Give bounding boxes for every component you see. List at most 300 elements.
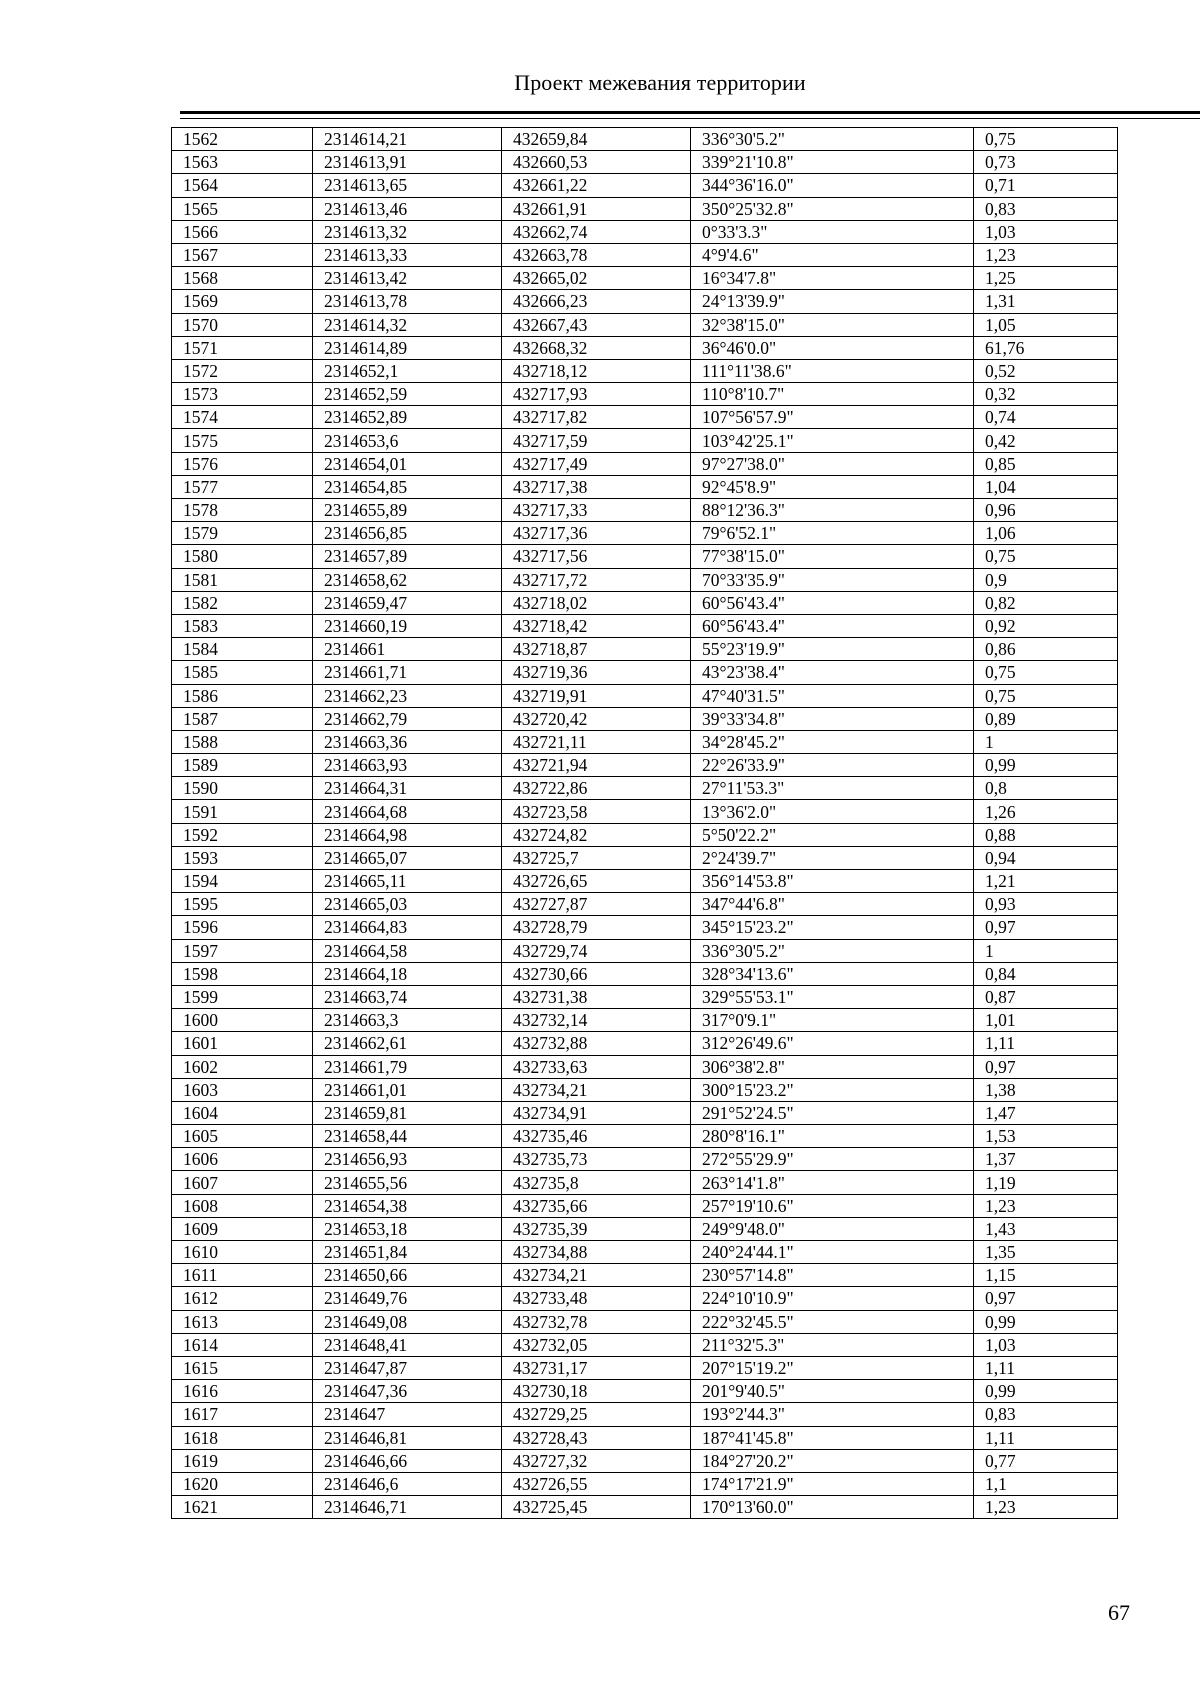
x-coordinate-cell: 2314650,66: [313, 1264, 502, 1287]
point-number-cell: 1569: [172, 290, 313, 313]
distance-cell: 1,23: [974, 1496, 1118, 1519]
distance-cell: 0,77: [974, 1449, 1118, 1472]
y-coordinate-cell: 432735,66: [502, 1194, 691, 1217]
bearing-angle-cell: 5°50'22.2": [691, 823, 974, 846]
table-row: [172, 777, 1118, 800]
point-number-cell: 1583: [172, 614, 313, 637]
bearing-angle-cell: 39°33'34.8": [691, 707, 974, 730]
x-coordinate-cell: 2314663,93: [313, 754, 502, 777]
distance-cell: 1,21: [974, 870, 1118, 893]
table-row: [172, 707, 1118, 730]
distance-cell: 0,97: [974, 916, 1118, 939]
table-row: [172, 1055, 1118, 1078]
bearing-angle-cell: 350°25'32.8": [691, 197, 974, 220]
table-row: [172, 359, 1118, 382]
table-row: [172, 754, 1118, 777]
y-coordinate-cell: 432735,73: [502, 1148, 691, 1171]
distance-cell: 61,76: [974, 336, 1118, 359]
distance-cell: 1,35: [974, 1241, 1118, 1264]
x-coordinate-cell: 2314652,1: [313, 359, 502, 382]
x-coordinate-cell: 2314613,32: [313, 220, 502, 243]
y-coordinate-cell: 432734,88: [502, 1241, 691, 1264]
distance-cell: 1,25: [974, 267, 1118, 290]
bearing-angle-cell: 230°57'14.8": [691, 1264, 974, 1287]
x-coordinate-cell: 2314665,03: [313, 893, 502, 916]
distance-cell: 1,38: [974, 1078, 1118, 1101]
y-coordinate-cell: 432735,8: [502, 1171, 691, 1194]
distance-cell: 1: [974, 730, 1118, 753]
table-row: [172, 962, 1118, 985]
distance-cell: 1,47: [974, 1101, 1118, 1124]
x-coordinate-cell: 2314613,46: [313, 197, 502, 220]
coordinates-table-body: [172, 128, 1118, 1519]
y-coordinate-cell: 432717,82: [502, 406, 691, 429]
point-number-cell: 1590: [172, 777, 313, 800]
bearing-angle-cell: 336°30'5.2": [691, 939, 974, 962]
distance-cell: 0,93: [974, 893, 1118, 916]
distance-cell: 1,06: [974, 522, 1118, 545]
bearing-angle-cell: 36°46'0.0": [691, 336, 974, 359]
x-coordinate-cell: 2314649,08: [313, 1310, 502, 1333]
point-number-cell: 1618: [172, 1426, 313, 1449]
y-coordinate-cell: 432725,45: [502, 1496, 691, 1519]
point-number-cell: 1608: [172, 1194, 313, 1217]
x-coordinate-cell: 2314659,47: [313, 591, 502, 614]
x-coordinate-cell: 2314657,89: [313, 545, 502, 568]
distance-cell: 0,96: [974, 499, 1118, 522]
table-row: [172, 1333, 1118, 1356]
bearing-angle-cell: 312°26'49.6": [691, 1032, 974, 1055]
bearing-angle-cell: 0°33'3.3": [691, 220, 974, 243]
point-number-cell: 1596: [172, 916, 313, 939]
distance-cell: 0,84: [974, 962, 1118, 985]
table-row: [172, 730, 1118, 753]
table-row: [172, 1148, 1118, 1171]
table-row: [172, 151, 1118, 174]
point-number-cell: 1602: [172, 1055, 313, 1078]
bearing-angle-cell: 300°15'23.2": [691, 1078, 974, 1101]
distance-cell: 0,42: [974, 429, 1118, 452]
bearing-angle-cell: 77°38'15.0": [691, 545, 974, 568]
distance-cell: 0,97: [974, 1287, 1118, 1310]
y-coordinate-cell: 432661,91: [502, 197, 691, 220]
y-coordinate-cell: 432660,53: [502, 151, 691, 174]
point-number-cell: 1614: [172, 1333, 313, 1356]
table-row: [172, 1171, 1118, 1194]
x-coordinate-cell: 2314664,18: [313, 962, 502, 985]
bearing-angle-cell: 306°38'2.8": [691, 1055, 974, 1078]
distance-cell: 1,01: [974, 1009, 1118, 1032]
x-coordinate-cell: 2314649,76: [313, 1287, 502, 1310]
x-coordinate-cell: 2314654,85: [313, 475, 502, 498]
distance-cell: 1,03: [974, 1333, 1118, 1356]
bearing-angle-cell: 240°24'44.1": [691, 1241, 974, 1264]
point-number-cell: 1582: [172, 591, 313, 614]
bearing-angle-cell: 249°9'48.0": [691, 1217, 974, 1240]
bearing-angle-cell: 336°30'5.2": [691, 128, 974, 151]
point-number-cell: 1598: [172, 962, 313, 985]
bearing-angle-cell: 291°52'24.5": [691, 1101, 974, 1124]
table-row: [172, 499, 1118, 522]
bearing-angle-cell: 356°14'53.8": [691, 870, 974, 893]
y-coordinate-cell: 432666,23: [502, 290, 691, 313]
x-coordinate-cell: 2314661,01: [313, 1078, 502, 1101]
point-number-cell: 1613: [172, 1310, 313, 1333]
y-coordinate-cell: 432722,86: [502, 777, 691, 800]
y-coordinate-cell: 432667,43: [502, 313, 691, 336]
bearing-angle-cell: 103°42'25.1": [691, 429, 974, 452]
point-number-cell: 1578: [172, 499, 313, 522]
bearing-angle-cell: 92°45'8.9": [691, 475, 974, 498]
distance-cell: 1,23: [974, 243, 1118, 266]
x-coordinate-cell: 2314664,83: [313, 916, 502, 939]
table-row: [172, 893, 1118, 916]
table-row: [172, 220, 1118, 243]
point-number-cell: 1587: [172, 707, 313, 730]
y-coordinate-cell: 432726,65: [502, 870, 691, 893]
y-coordinate-cell: 432728,43: [502, 1426, 691, 1449]
table-row: [172, 383, 1118, 406]
y-coordinate-cell: 432717,49: [502, 452, 691, 475]
y-coordinate-cell: 432730,66: [502, 962, 691, 985]
point-number-cell: 1574: [172, 406, 313, 429]
table-row: [172, 1356, 1118, 1379]
bearing-angle-cell: 27°11'53.3": [691, 777, 974, 800]
y-coordinate-cell: 432663,78: [502, 243, 691, 266]
table-row: [172, 1032, 1118, 1055]
bearing-angle-cell: 222°32'45.5": [691, 1310, 974, 1333]
table-row: [172, 568, 1118, 591]
x-coordinate-cell: 2314613,65: [313, 174, 502, 197]
bearing-angle-cell: 201°9'40.5": [691, 1380, 974, 1403]
bearing-angle-cell: 174°17'21.9": [691, 1472, 974, 1495]
bearing-angle-cell: 317°0'9.1": [691, 1009, 974, 1032]
bearing-angle-cell: 111°11'38.6": [691, 359, 974, 382]
point-number-cell: 1620: [172, 1472, 313, 1495]
x-coordinate-cell: 2314664,98: [313, 823, 502, 846]
point-number-cell: 1606: [172, 1148, 313, 1171]
table-row: [172, 800, 1118, 823]
y-coordinate-cell: 432717,33: [502, 499, 691, 522]
x-coordinate-cell: 2314661,79: [313, 1055, 502, 1078]
distance-cell: 0,71: [974, 174, 1118, 197]
y-coordinate-cell: 432725,7: [502, 846, 691, 869]
y-coordinate-cell: 432717,38: [502, 475, 691, 498]
x-coordinate-cell: 2314613,33: [313, 243, 502, 266]
table-row: [172, 452, 1118, 475]
y-coordinate-cell: 432732,78: [502, 1310, 691, 1333]
y-coordinate-cell: 432717,72: [502, 568, 691, 591]
distance-cell: 1,15: [974, 1264, 1118, 1287]
x-coordinate-cell: 2314653,6: [313, 429, 502, 452]
bearing-angle-cell: 329°55'53.1": [691, 985, 974, 1008]
header-rule-thick: [180, 111, 1200, 114]
x-coordinate-cell: 2314656,93: [313, 1148, 502, 1171]
x-coordinate-cell: 2314647,87: [313, 1356, 502, 1379]
point-number-cell: 1563: [172, 151, 313, 174]
y-coordinate-cell: 432734,91: [502, 1101, 691, 1124]
bearing-angle-cell: 2°24'39.7": [691, 846, 974, 869]
point-number-cell: 1601: [172, 1032, 313, 1055]
y-coordinate-cell: 432717,36: [502, 522, 691, 545]
x-coordinate-cell: 2314648,41: [313, 1333, 502, 1356]
bearing-angle-cell: 347°44'6.8": [691, 893, 974, 916]
x-coordinate-cell: 2314613,78: [313, 290, 502, 313]
point-number-cell: 1568: [172, 267, 313, 290]
point-number-cell: 1581: [172, 568, 313, 591]
distance-cell: 0,87: [974, 985, 1118, 1008]
y-coordinate-cell: 432732,14: [502, 1009, 691, 1032]
distance-cell: 1,19: [974, 1171, 1118, 1194]
bearing-angle-cell: 345°15'23.2": [691, 916, 974, 939]
distance-cell: 0,75: [974, 684, 1118, 707]
coordinates-table: [171, 127, 1118, 1519]
bearing-angle-cell: 32°38'15.0": [691, 313, 974, 336]
point-number-cell: 1605: [172, 1125, 313, 1148]
distance-cell: 0,8: [974, 777, 1118, 800]
y-coordinate-cell: 432665,02: [502, 267, 691, 290]
distance-cell: 0,52: [974, 359, 1118, 382]
x-coordinate-cell: 2314661: [313, 638, 502, 661]
distance-cell: 1,11: [974, 1032, 1118, 1055]
y-coordinate-cell: 432668,32: [502, 336, 691, 359]
y-coordinate-cell: 432734,21: [502, 1264, 691, 1287]
y-coordinate-cell: 432729,25: [502, 1403, 691, 1426]
y-coordinate-cell: 432661,22: [502, 174, 691, 197]
table-row: [172, 1241, 1118, 1264]
bearing-angle-cell: 328°34'13.6": [691, 962, 974, 985]
table-row: [172, 1287, 1118, 1310]
bearing-angle-cell: 224°10'10.9": [691, 1287, 974, 1310]
table-row: [172, 1380, 1118, 1403]
distance-cell: 0,85: [974, 452, 1118, 475]
y-coordinate-cell: 432727,32: [502, 1449, 691, 1472]
point-number-cell: 1575: [172, 429, 313, 452]
distance-cell: 0,94: [974, 846, 1118, 869]
distance-cell: 0,92: [974, 614, 1118, 637]
x-coordinate-cell: 2314662,61: [313, 1032, 502, 1055]
y-coordinate-cell: 432717,56: [502, 545, 691, 568]
table-row: [172, 174, 1118, 197]
x-coordinate-cell: 2314655,56: [313, 1171, 502, 1194]
point-number-cell: 1597: [172, 939, 313, 962]
bearing-angle-cell: 4°9'4.6": [691, 243, 974, 266]
x-coordinate-cell: 2314659,81: [313, 1101, 502, 1124]
point-number-cell: 1592: [172, 823, 313, 846]
y-coordinate-cell: 432718,87: [502, 638, 691, 661]
table-row: [172, 313, 1118, 336]
bearing-angle-cell: 47°40'31.5": [691, 684, 974, 707]
point-number-cell: 1573: [172, 383, 313, 406]
table-row: [172, 939, 1118, 962]
table-row: [172, 336, 1118, 359]
point-number-cell: 1607: [172, 1171, 313, 1194]
x-coordinate-cell: 2314660,19: [313, 614, 502, 637]
bearing-angle-cell: 193°2'44.3": [691, 1403, 974, 1426]
point-number-cell: 1564: [172, 174, 313, 197]
bearing-angle-cell: 187°41'45.8": [691, 1426, 974, 1449]
table-row: [172, 429, 1118, 452]
point-number-cell: 1594: [172, 870, 313, 893]
point-number-cell: 1576: [172, 452, 313, 475]
bearing-angle-cell: 339°21'10.8": [691, 151, 974, 174]
table-row: [172, 1310, 1118, 1333]
bearing-angle-cell: 60°56'43.4": [691, 591, 974, 614]
point-number-cell: 1571: [172, 336, 313, 359]
bearing-angle-cell: 16°34'7.8": [691, 267, 974, 290]
y-coordinate-cell: 432659,84: [502, 128, 691, 151]
distance-cell: 1,11: [974, 1356, 1118, 1379]
distance-cell: 1,37: [974, 1148, 1118, 1171]
point-number-cell: 1580: [172, 545, 313, 568]
bearing-angle-cell: 263°14'1.8": [691, 1171, 974, 1194]
page-header-title: Проект межевания территории: [514, 70, 806, 95]
table-row: [172, 128, 1118, 151]
bearing-angle-cell: 70°33'35.9": [691, 568, 974, 591]
table-row: [172, 661, 1118, 684]
point-number-cell: 1566: [172, 220, 313, 243]
y-coordinate-cell: 432717,59: [502, 429, 691, 452]
x-coordinate-cell: 2314647,36: [313, 1380, 502, 1403]
x-coordinate-cell: 2314663,36: [313, 730, 502, 753]
point-number-cell: 1619: [172, 1449, 313, 1472]
point-number-cell: 1604: [172, 1101, 313, 1124]
point-number-cell: 1610: [172, 1241, 313, 1264]
point-number-cell: 1586: [172, 684, 313, 707]
x-coordinate-cell: 2314647: [313, 1403, 502, 1426]
point-number-cell: 1616: [172, 1380, 313, 1403]
distance-cell: 1,05: [974, 313, 1118, 336]
point-number-cell: 1570: [172, 313, 313, 336]
y-coordinate-cell: 432718,12: [502, 359, 691, 382]
x-coordinate-cell: 2314654,01: [313, 452, 502, 475]
distance-cell: 1,03: [974, 220, 1118, 243]
header-rule-thin: [180, 118, 1200, 119]
bearing-angle-cell: 211°32'5.3": [691, 1333, 974, 1356]
x-coordinate-cell: 2314614,21: [313, 128, 502, 151]
y-coordinate-cell: 432734,21: [502, 1078, 691, 1101]
table-row: [172, 684, 1118, 707]
table-row: [172, 846, 1118, 869]
distance-cell: 1,04: [974, 475, 1118, 498]
y-coordinate-cell: 432728,79: [502, 916, 691, 939]
y-coordinate-cell: 432723,58: [502, 800, 691, 823]
x-coordinate-cell: 2314656,85: [313, 522, 502, 545]
distance-cell: 0,83: [974, 1403, 1118, 1426]
x-coordinate-cell: 2314664,58: [313, 939, 502, 962]
point-number-cell: 1591: [172, 800, 313, 823]
y-coordinate-cell: 432718,02: [502, 591, 691, 614]
bearing-angle-cell: 272°55'29.9": [691, 1148, 974, 1171]
bearing-angle-cell: 97°27'38.0": [691, 452, 974, 475]
x-coordinate-cell: 2314614,32: [313, 313, 502, 336]
distance-cell: 1,53: [974, 1125, 1118, 1148]
bearing-angle-cell: 43°23'38.4": [691, 661, 974, 684]
distance-cell: 0,75: [974, 545, 1118, 568]
table-row: [172, 916, 1118, 939]
bearing-angle-cell: 22°26'33.9": [691, 754, 974, 777]
point-number-cell: 1565: [172, 197, 313, 220]
x-coordinate-cell: 2314613,42: [313, 267, 502, 290]
bearing-angle-cell: 257°19'10.6": [691, 1194, 974, 1217]
table-row: [172, 522, 1118, 545]
table-row: [172, 1403, 1118, 1426]
y-coordinate-cell: 432731,17: [502, 1356, 691, 1379]
bearing-angle-cell: 110°8'10.7": [691, 383, 974, 406]
point-number-cell: 1579: [172, 522, 313, 545]
point-number-cell: 1615: [172, 1356, 313, 1379]
point-number-cell: 1612: [172, 1287, 313, 1310]
y-coordinate-cell: 432662,74: [502, 220, 691, 243]
distance-cell: 0,73: [974, 151, 1118, 174]
point-number-cell: 1611: [172, 1264, 313, 1287]
x-coordinate-cell: 2314663,3: [313, 1009, 502, 1032]
table-row: [172, 1426, 1118, 1449]
x-coordinate-cell: 2314661,71: [313, 661, 502, 684]
distance-cell: 0,88: [974, 823, 1118, 846]
point-number-cell: 1595: [172, 893, 313, 916]
x-coordinate-cell: 2314652,89: [313, 406, 502, 429]
x-coordinate-cell: 2314663,74: [313, 985, 502, 1008]
point-number-cell: 1593: [172, 846, 313, 869]
table-row: [172, 614, 1118, 637]
y-coordinate-cell: 432719,91: [502, 684, 691, 707]
y-coordinate-cell: 432720,42: [502, 707, 691, 730]
point-number-cell: 1599: [172, 985, 313, 1008]
point-number-cell: 1562: [172, 128, 313, 151]
table-row: [172, 1217, 1118, 1240]
distance-cell: 0,99: [974, 1310, 1118, 1333]
distance-cell: 1,31: [974, 290, 1118, 313]
table-row: [172, 1194, 1118, 1217]
x-coordinate-cell: 2314653,18: [313, 1217, 502, 1240]
x-coordinate-cell: 2314662,79: [313, 707, 502, 730]
distance-cell: 0,9: [974, 568, 1118, 591]
point-number-cell: 1584: [172, 638, 313, 661]
table-row: [172, 1496, 1118, 1519]
bearing-angle-cell: 13°36'2.0": [691, 800, 974, 823]
table-row: [172, 870, 1118, 893]
table-row: [172, 1125, 1118, 1148]
distance-cell: 0,89: [974, 707, 1118, 730]
x-coordinate-cell: 2314664,31: [313, 777, 502, 800]
y-coordinate-cell: 432733,48: [502, 1287, 691, 1310]
table-row: [172, 243, 1118, 266]
distance-cell: 0,75: [974, 661, 1118, 684]
bearing-angle-cell: 79°6'52.1": [691, 522, 974, 545]
x-coordinate-cell: 2314646,71: [313, 1496, 502, 1519]
y-coordinate-cell: 432730,18: [502, 1380, 691, 1403]
point-number-cell: 1621: [172, 1496, 313, 1519]
distance-cell: 1,26: [974, 800, 1118, 823]
distance-cell: 1,11: [974, 1426, 1118, 1449]
point-number-cell: 1589: [172, 754, 313, 777]
x-coordinate-cell: 2314651,84: [313, 1241, 502, 1264]
point-number-cell: 1600: [172, 1009, 313, 1032]
x-coordinate-cell: 2314655,89: [313, 499, 502, 522]
table-row: [172, 197, 1118, 220]
table-row: [172, 1472, 1118, 1495]
point-number-cell: 1567: [172, 243, 313, 266]
x-coordinate-cell: 2314658,62: [313, 568, 502, 591]
table-row: [172, 475, 1118, 498]
y-coordinate-cell: 432735,46: [502, 1125, 691, 1148]
y-coordinate-cell: 432731,38: [502, 985, 691, 1008]
point-number-cell: 1617: [172, 1403, 313, 1426]
y-coordinate-cell: 432726,55: [502, 1472, 691, 1495]
y-coordinate-cell: 432717,93: [502, 383, 691, 406]
distance-cell: 1,23: [974, 1194, 1118, 1217]
